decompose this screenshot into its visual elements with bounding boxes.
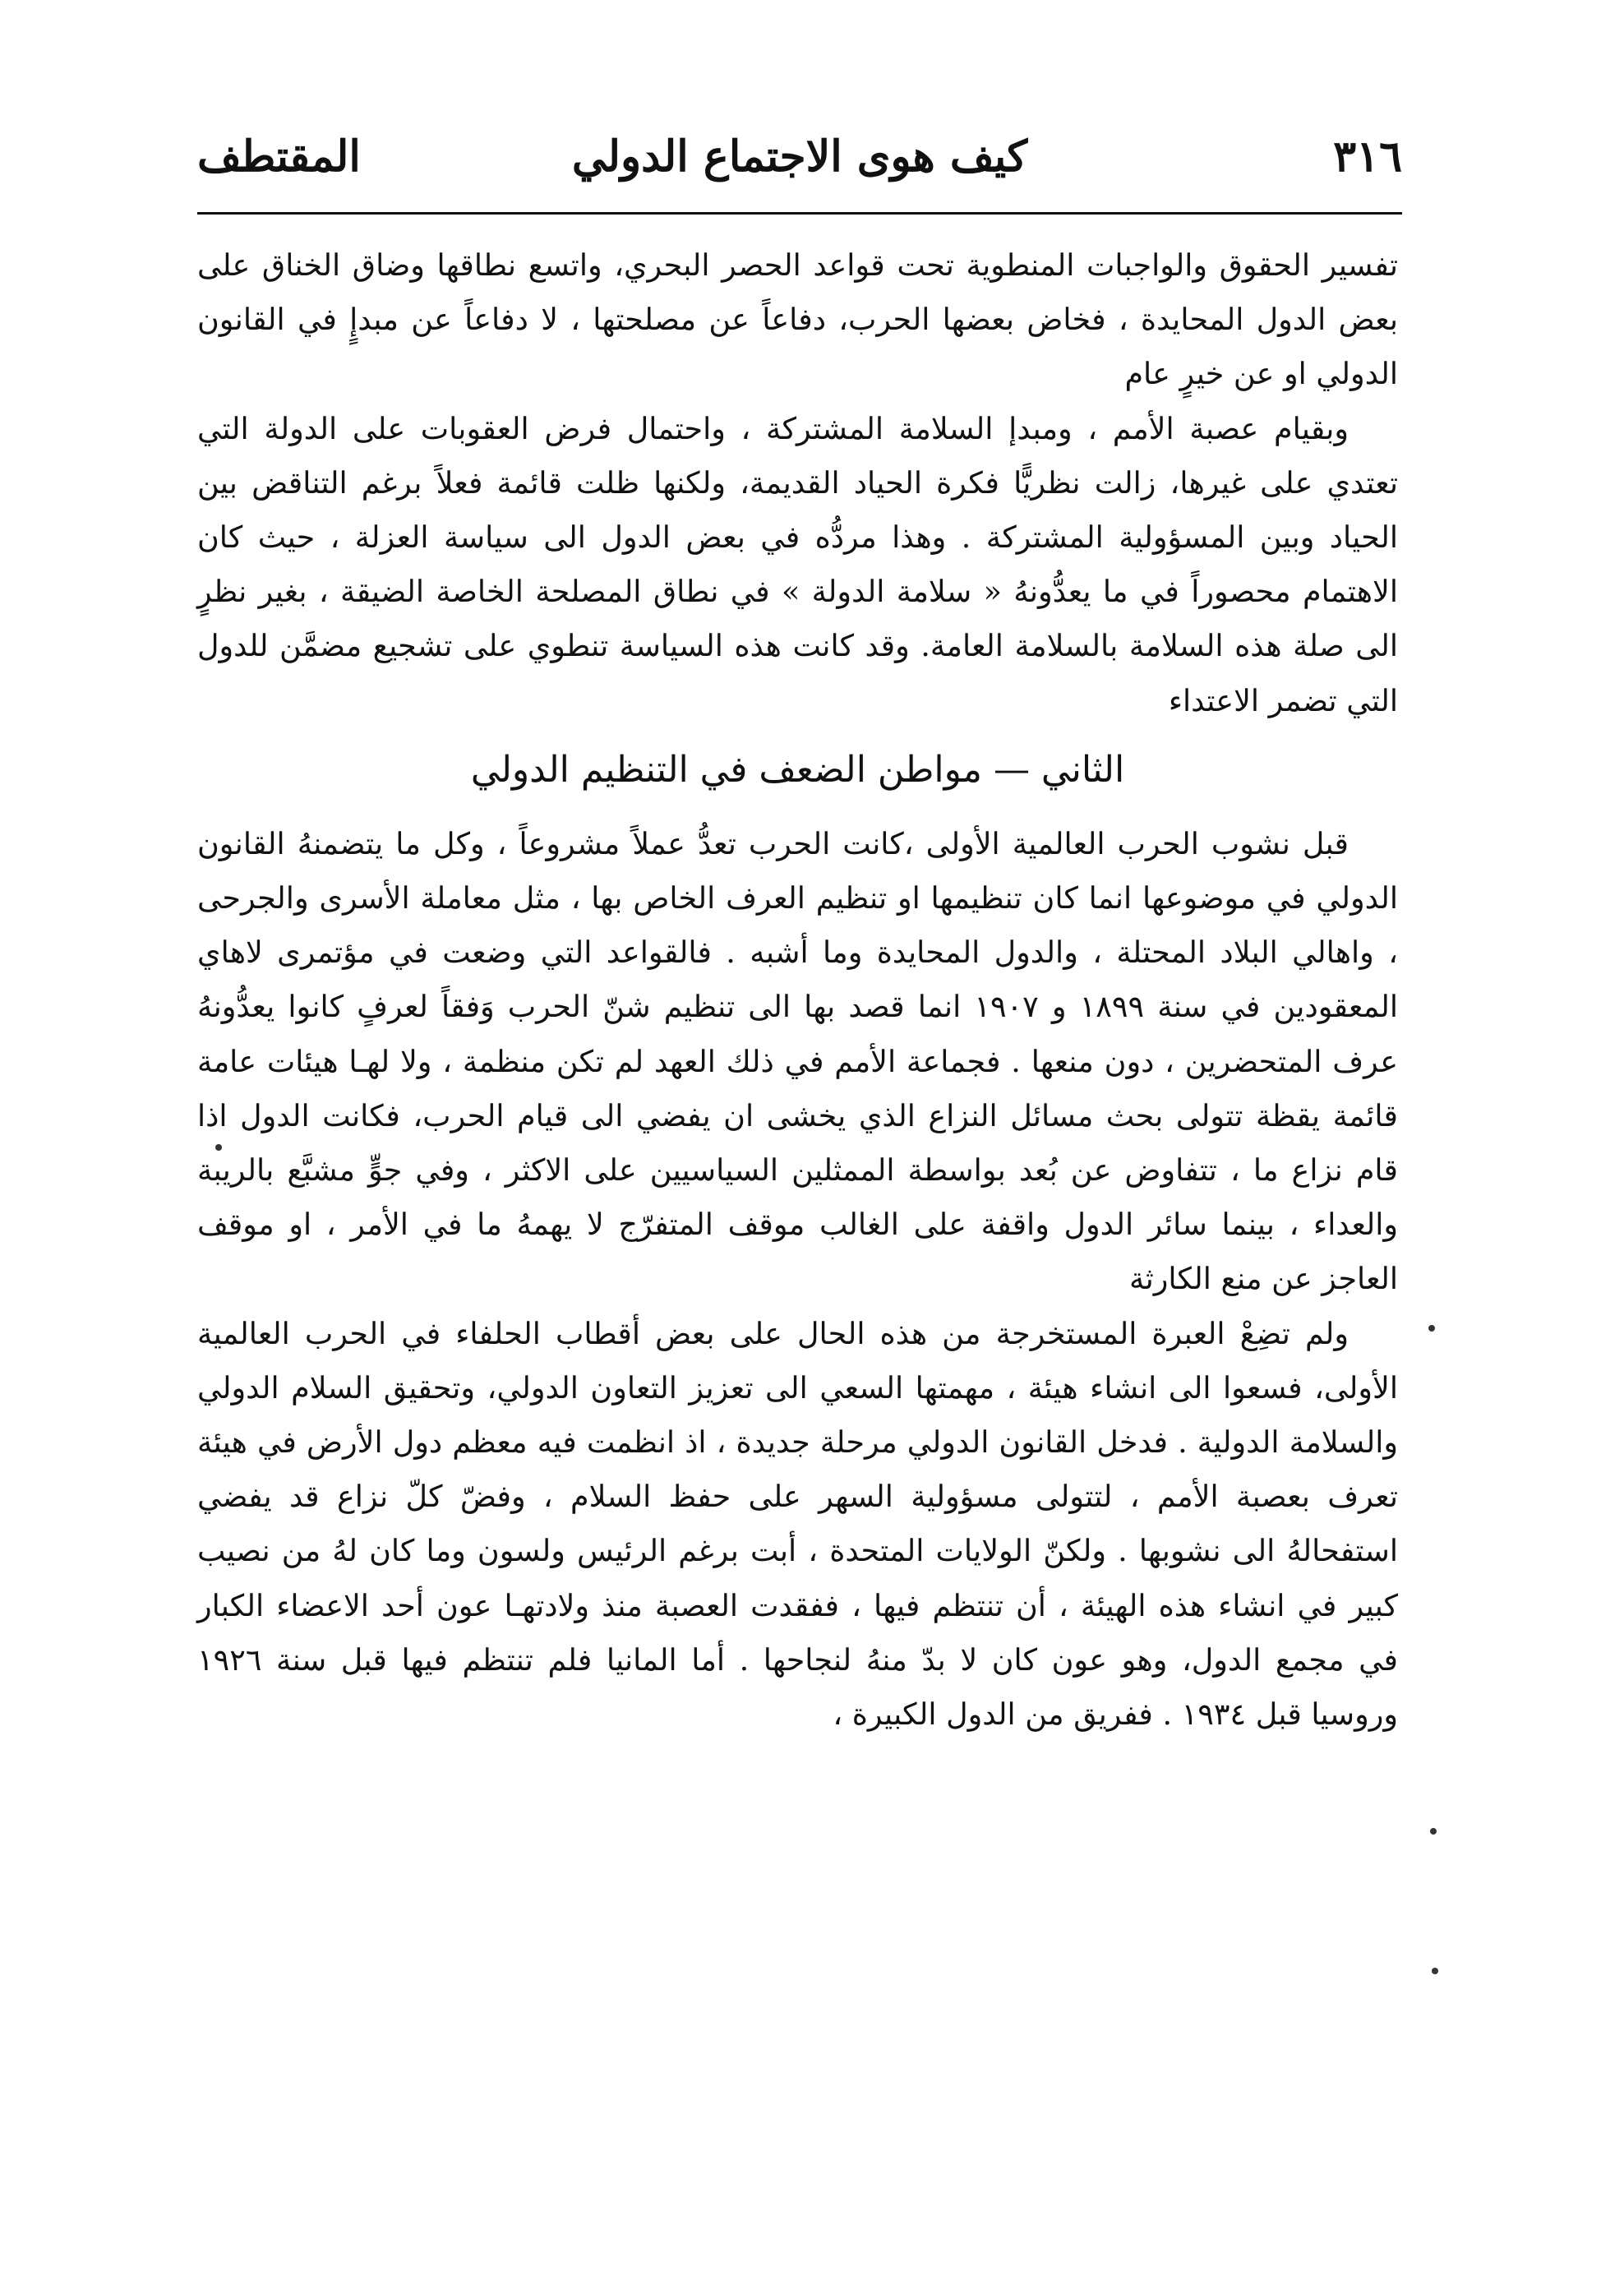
paragraph-continued: تفسير الحقوق والواجبات المنطوية تحت قواعد الحصر البحري، واتسع نطاقها وضاق الخناق على بعض الدول المحايدة ، فخاض بعضها الحرب، دفاعاً عن مصلحتها ، لا دفاعاً عن مبدإٍ في القانون الدولي او عن خيرٍ عام — [197, 247, 1398, 392]
journal-name: المقتطف — [197, 132, 361, 182]
running-title: كيف هوى الاجتماع الدولي — [571, 132, 1028, 182]
margin-mark — [1430, 1828, 1437, 1835]
section-heading: الثاني — مواطن الضعف في التنظيم الدولي — [470, 748, 1125, 791]
page-number: ٣١٦ — [1333, 132, 1402, 182]
paragraph-league-of-nations: وبقيام عصبة الأمم ، ومبدإ السلامة المشتركة ، واحتمال فرض العقوبات على الدولة التي تعتدي على غيرها، زالت نظريًّا فكرة الحياد القديمة، ولكنها ظلت قائمة فعلاً برغم التناقض بين الحياد وبين المسؤولية المشتركة . وهذا مردُّه في بعض الدول الى سياسة العزلة ، حيث كان الاهتمام محصوراً في ما يعدُّونهُ « سلامة الدولة » في نطاق المصلحة الخاصة الضيقة ، بغير نظرٍ الى صلة هذه السلامة بالسلامة العامة. وقد كانت هذه السياسة تنطوي على تشجيع مضمَّن للدول التي تضمر الاعتداء — [197, 410, 1398, 718]
page-header — [197, 132, 1402, 197]
header-divider — [197, 212, 1402, 215]
margin-mark — [1428, 1325, 1435, 1332]
paragraph-after-ww1: ولم تضِعْ العبرة المستخرجة من هذه الحال على بعض أقطاب الحلفاء في الحرب العالمية الأولى، فسعوا الى انشاء هيئة ، مهمتها السعي الى تعزيز التعاون الدولي، وتحقيق السلام الدولي والسلامة الدولية . فدخل القانون الدولي مرحلة جديدة ، اذ انظمت فيه معظم دول الأرض في هيئة تعرف بعصبة الأمم ، لتتولى مسؤولية السهر على حفظ السلام ، وفضّ كلّ نزاع قد يفضي استفحالهُ الى نشوبها . ولكنّ الولايات المتحدة ، أبت برغم الرئيس ولسون وما كان لهُ من نصيب كبير في انشاء هذه الهيئة ، أن تنتظم فيها ، ففقدت العصبة منذ ولادتهـا عون أحد الاعضاء الكبار في مجمع الدول، وهو عون كان لا بدّ منهُ لنجاحها . أما المانيا فلم تنتظم فيها قبل سنة ١٩٢٦ وروسيا قبل ١٩٣٤ . ففريق من الدول الكبيرة ، — [197, 1315, 1398, 1733]
margin-mark — [1432, 1968, 1438, 1974]
article-body — [197, 238, 1398, 1742]
margin-mark — [215, 1144, 222, 1151]
paragraph-before-ww1: قبل نشوب الحرب العالمية الأولى ،كانت الحرب تعدُّ عملاً مشروعاً ، وكل ما يتضمنهُ القانون الدولي في موضوعها انما كان تنظيمها او تنظيم العرف الخاص بها ، مثل معاملة الأسرى والجرحى ، واهالي البلاد المحتلة ، والدول المحايدة وما أشبه . فالقواعد التي وضعت في مؤتمرى لاهاي المعقودين في سنة ١٨٩٩ و ١٩٠٧ انما قصد بها الى تنظيم شنّ الحرب وَفقاً لعرفٍ كانوا يعدُّونهُ عرف المتحضرين ، دون منعها . فجماعة الأمم في ذلك العهد لم تكن منظمة ، ولا لهـا هيئات عامة قائمة يقظة تتولى بحث مسائل النزاع الذي يخشى ان يفضي الى قيام الحرب، فكانت الدول اذا قام نزاع ما ، تتفاوض عن بُعد بواسطة الممثلين السياسيين على الاكثر ، وفي جوٍّ مشبَّع بالريبة والعداء ، بينما سائر الدول واقفة على الغالب موقف المتفرّج لا يهمهُ ما في الأمر ، او موقف العاجز عن منع الكارثة — [197, 825, 1398, 1297]
